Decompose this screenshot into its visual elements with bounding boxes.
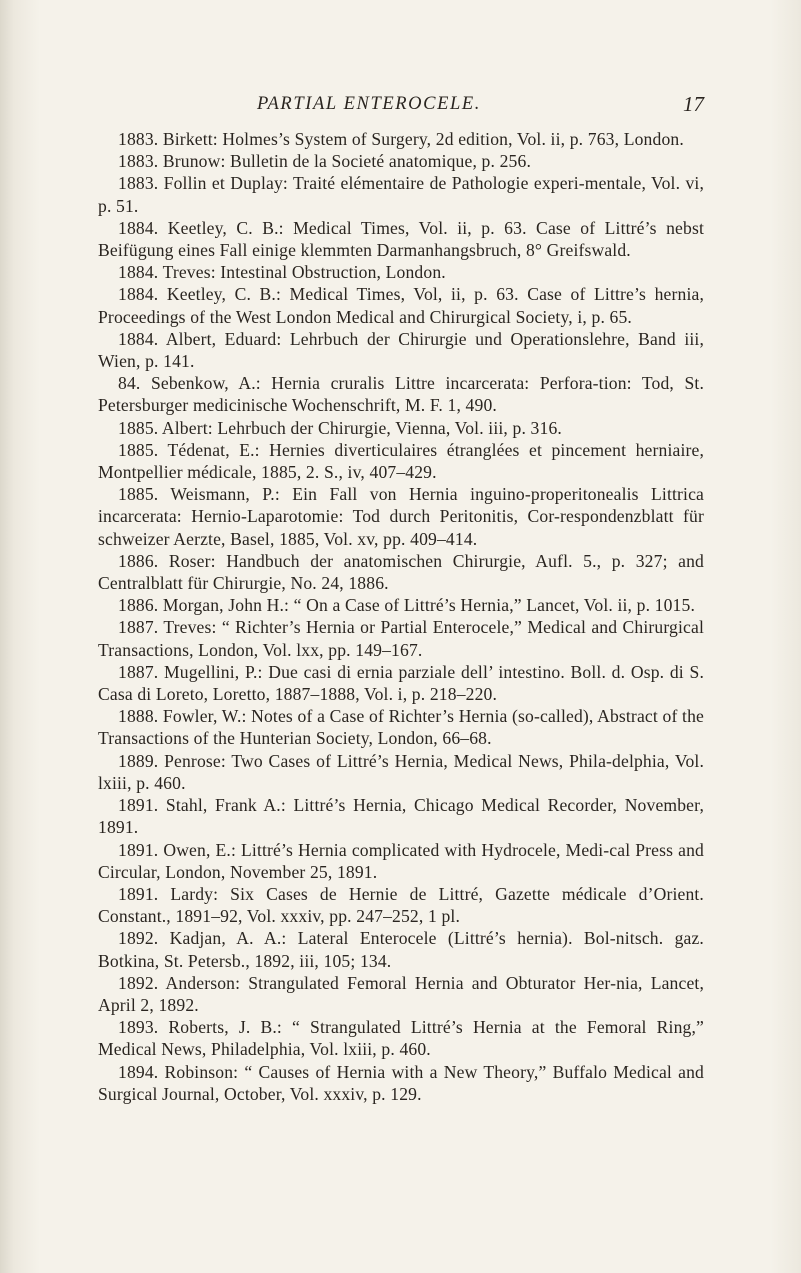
bibliography-entry: 1883. Birkett: Holmes’s System of Surgery, 2d edition, Vol. ii, p. 763, London. bbox=[118, 129, 684, 149]
bibliography-entry: 1884. Keetley, C. B.: Medical Times, Vol. ii, p. 63. Case of Littré’s nebst Beifügung eines Fall einige klemmten Darmanhangsbruch, 8° Greifswald. bbox=[98, 217, 704, 261]
bibliography-entry: 1884. Keetley, C. B.: Medical Times, Vol, ii, p. 63. Case of Littre’s hernia, Proceedings of the West London Medical and Chirurgical Society, i, p. 65. bbox=[98, 284, 704, 327]
running-head bbox=[98, 94, 704, 120]
bibliography-entry: 1887. Mugellini, P.: Due casi di ernia parziale dell’ intestino. Boll. d. Osp. di S. Casa di Loreto, Loretto, 1887–1888, Vol. i, p. 218–220. bbox=[98, 661, 704, 705]
bibliography-list bbox=[98, 128, 704, 1105]
bibliography-entry: 1891. Stahl, Frank A.: Littré’s Hernia, Chicago Medical Recorder, November, 1891. bbox=[98, 795, 704, 838]
bibliography-entry: 1884. Albert, Eduard: Lehrbuch der Chirurgie und Operationslehre, Band iii, Wien, p. 141. bbox=[98, 328, 704, 372]
bibliography-entry: 1893. Roberts, J. B.: “ Strangulated Littré’s Hernia at the Femoral Ring,” Medical News, Philadelphia, Vol. lxiii, p. 460. bbox=[98, 1017, 704, 1060]
bibliography-entry: 1892. Anderson: Strangulated Femoral Hernia and Obturator Her-nia, Lancet, April 2, 1892. bbox=[98, 972, 704, 1015]
bibliography-entry: 1889. Penrose: Two Cases of Littré’s Hernia, Medical News, Phila-delphia, Vol. lxiii, p. 460. bbox=[98, 750, 704, 793]
bibliography-entry: 1883. Brunow: Bulletin de la Societé anatomique, p. 256. bbox=[118, 151, 531, 172]
bibliography-entry: 1883. Follin et Duplay: Traité elémentaire de Pathologie experi-mentale, Vol. vi, p. 51. bbox=[98, 173, 704, 216]
bibliography-entry: 1891. Lardy: Six Cases de Hernie de Littré, Gazette médicale d’Orient. Constant., 1891–92, Vol. xxxiv, pp. 247–252, 1 pl. bbox=[98, 883, 704, 927]
bibliography-entry: 84. Sebenkow, A.: Hernia cruralis Littre incarcerata: Perfora-tion: Tod, St. Petersburger medicinische Wochenschrift, M. F. 1, 490. bbox=[98, 373, 704, 416]
bibliography-entry: 1886. Roser: Handbuch der anatomischen Chirurgie, Aufl. 5., p. 327; and Centralblatt für Chirurgie, No. 24, 1886. bbox=[98, 550, 704, 594]
bibliography-entry: 1894. Robinson: “ Causes of Hernia with a New Theory,” Buffalo Medical and Surgical Journal, October, Vol. xxxiv, p. 129. bbox=[98, 1061, 704, 1104]
bibliography-entry: 1885. Tédenat, E.: Hernies diverticulaires étranglées et pincement herniaire, Montpellier médicale, 1885, 2. S., iv, 407–429. bbox=[98, 439, 704, 483]
page-number: 17 bbox=[683, 92, 704, 116]
bibliography-entry: 1887. Treves: “ Richter’s Hernia or Partial Enterocele,” Medical and Chirurgical Transactions, London, Vol. lxx, pp. 149–167. bbox=[98, 617, 704, 660]
bibliography-entry: 1888. Fowler, W.: Notes of a Case of Richter’s Hernia (so-called), Abstract of the Transactions of the Hunterian Society, London, 66–68. bbox=[98, 706, 704, 749]
bibliography-entry: 1891. Owen, E.: Littré’s Hernia complicated with Hydrocele, Medi-cal Press and Circular, London, November 25, 1891. bbox=[98, 839, 704, 882]
bibliography-entry: 1886. Morgan, John H.: “ On a Case of Littré’s Hernia,” Lancet, Vol. ii, p. 1015. bbox=[118, 595, 696, 616]
bibliography-entry: 1885. Weismann, P.: Ein Fall von Hernia inguino-properitonealis Littrica incarcerata: Hernio-Laparotomie: Tod durch Peritonitis, Cor-respondenzblatt für schweizer Aerzte, Basel, 1885, Vol. xv, pp. 409–414. bbox=[98, 484, 704, 549]
bibliography-entry: 1884. Treves: Intestinal Obstruction, London. bbox=[118, 262, 446, 283]
bibliography-entry: 1885. Albert: Lehrbuch der Chirurgie, Vienna, Vol. iii, p. 316. bbox=[118, 417, 562, 438]
running-title: PARTIAL ENTEROCELE. bbox=[257, 94, 481, 114]
bibliography-entry: 1892. Kadjan, A. A.: Lateral Enterocele (Littré’s hernia). Bol-nitsch. gaz. Botkina, St. Petersb., 1892, iii, 105; 134. bbox=[98, 928, 704, 971]
